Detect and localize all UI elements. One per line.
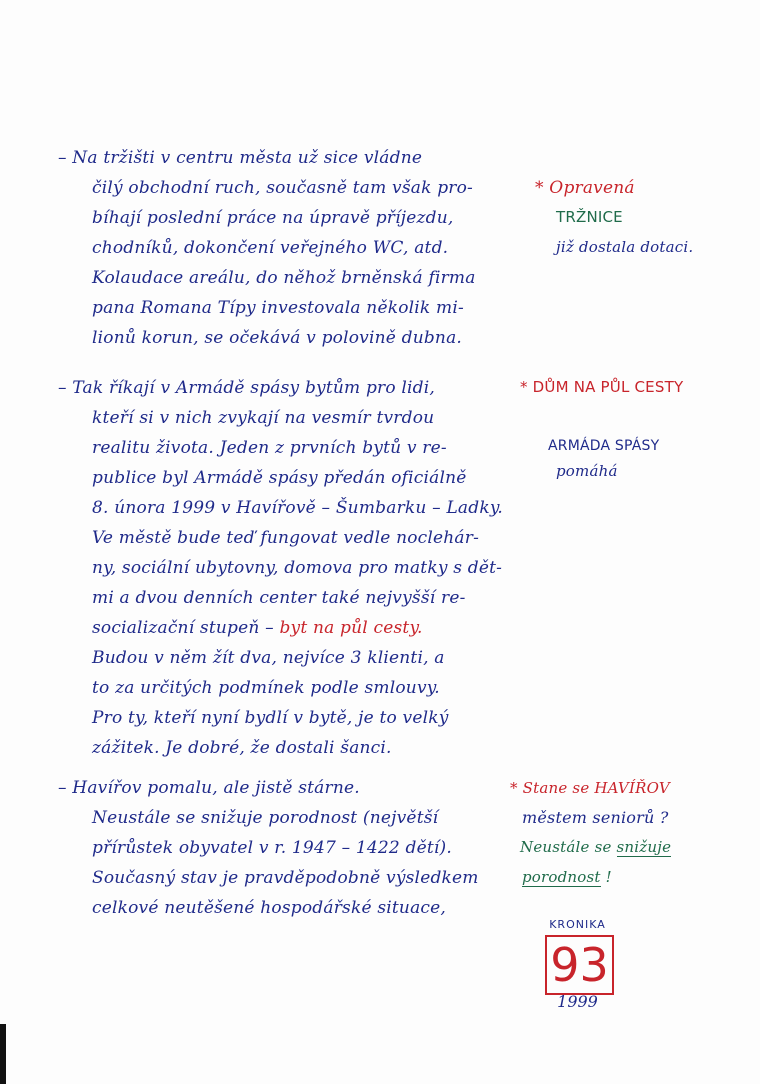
s3-note-3: [520, 838, 671, 856]
s3-note-4-underlined: porodnost: [522, 868, 601, 886]
s3-note-3-text: Neustále se: [520, 838, 617, 856]
s3-note-4-end: !: [600, 868, 612, 886]
s1-note-2: TRŽNICE: [556, 208, 623, 226]
s2-line-6: Ve městě bude teď fungovat vedle noclehár-: [92, 528, 480, 548]
s3-note-1-wrap: [510, 778, 670, 798]
s2-line-11: to za určitých podmínek podle smlouvy.: [92, 678, 440, 698]
s2-line-7: ny, sociální ubytovny, domova pro matky s dět-: [92, 558, 503, 578]
s1-line-1: – Na tržišti v centru města už sice vládne: [58, 148, 423, 168]
s2-line-10: Budou v něm žít dva, nejvíce 3 klienti, a: [92, 648, 445, 668]
page-number: 93: [550, 938, 609, 992]
s2-line-8: mi a dvou denních center také nejvyšší re-: [92, 588, 466, 608]
s3-note-4: [522, 868, 612, 886]
chronicle-year: 1999: [557, 992, 598, 1011]
s2-line-2: kteří si v nich zvykají na vesmír tvrdou: [92, 408, 435, 428]
s1-line-4: chodníků, dokončení veřejného WC, atd.: [92, 238, 449, 258]
s3-note-3-underlined: snižuje: [616, 838, 672, 856]
s2-line-9: [92, 618, 423, 638]
s1-note-3: již dostala dotaci.: [556, 238, 694, 256]
s2-note-2: pomáhá: [556, 462, 618, 480]
s3-note-2: městem seniorů ?: [522, 808, 669, 827]
s2-line-9-text: socializační stupeň –: [92, 618, 280, 638]
page-number-box: [545, 935, 614, 995]
s2-line-4: publice byl Armádě spásy předán oficiálně: [92, 468, 467, 488]
s3-line-4: Současný stav je pravděpodobně výsledkem: [92, 868, 479, 888]
kronika-label: KRONIKA: [549, 918, 606, 931]
s3-line-1: – Havířov pomalu, ale jistě stárne.: [58, 778, 360, 798]
s2-line-1: – Tak říkají v Armádě spásy bytům pro lidi,: [58, 378, 435, 398]
s3-line-2: Neustále se snižuje porodnost (největší: [92, 808, 439, 828]
s1-line-5: Kolaudace areálu, do něhož brněnská firma: [92, 268, 476, 288]
s2-line-3: realitu života. Jeden z prvních bytů v re-: [92, 438, 447, 458]
s2-line-13: zážitek. Je dobré, že dostali šanci.: [92, 738, 392, 758]
s3-line-5: celkové neutěšené hospodářské situace,: [92, 898, 446, 918]
s1-line-3: bíhají poslední práce na úpravě příjezdu,: [92, 208, 454, 228]
s3-note-1: * Stane se HAVÍŘOV: [510, 779, 670, 797]
scan-edge-mark: [0, 1024, 6, 1084]
s2-line-12: Pro ty, kteří nyní bydlí v bytě, je to velký: [92, 708, 449, 728]
s1-line-2: čilý obchodní ruch, současně tam však pro-: [92, 178, 473, 198]
s2-highlight: byt na půl cesty.: [279, 618, 423, 638]
s2-line-5: 8. února 1999 v Havířově – Šumbarku – Ladky.: [92, 498, 504, 518]
s1-line-7: lionů korun, se očekává v polovině dubna.: [92, 328, 463, 348]
s1-line-6: pana Romana Típy investovala několik mi-: [92, 298, 464, 318]
s2-note-1: ARMÁDA SPÁSY: [548, 438, 660, 454]
s1-note-1: * Opravená: [535, 178, 635, 198]
s3-line-3: přírůstek obyvatel v r. 1947 – 1422 dětí).: [92, 838, 452, 858]
s2-note-title: * DŮM NA PŮL CESTY: [520, 378, 684, 396]
